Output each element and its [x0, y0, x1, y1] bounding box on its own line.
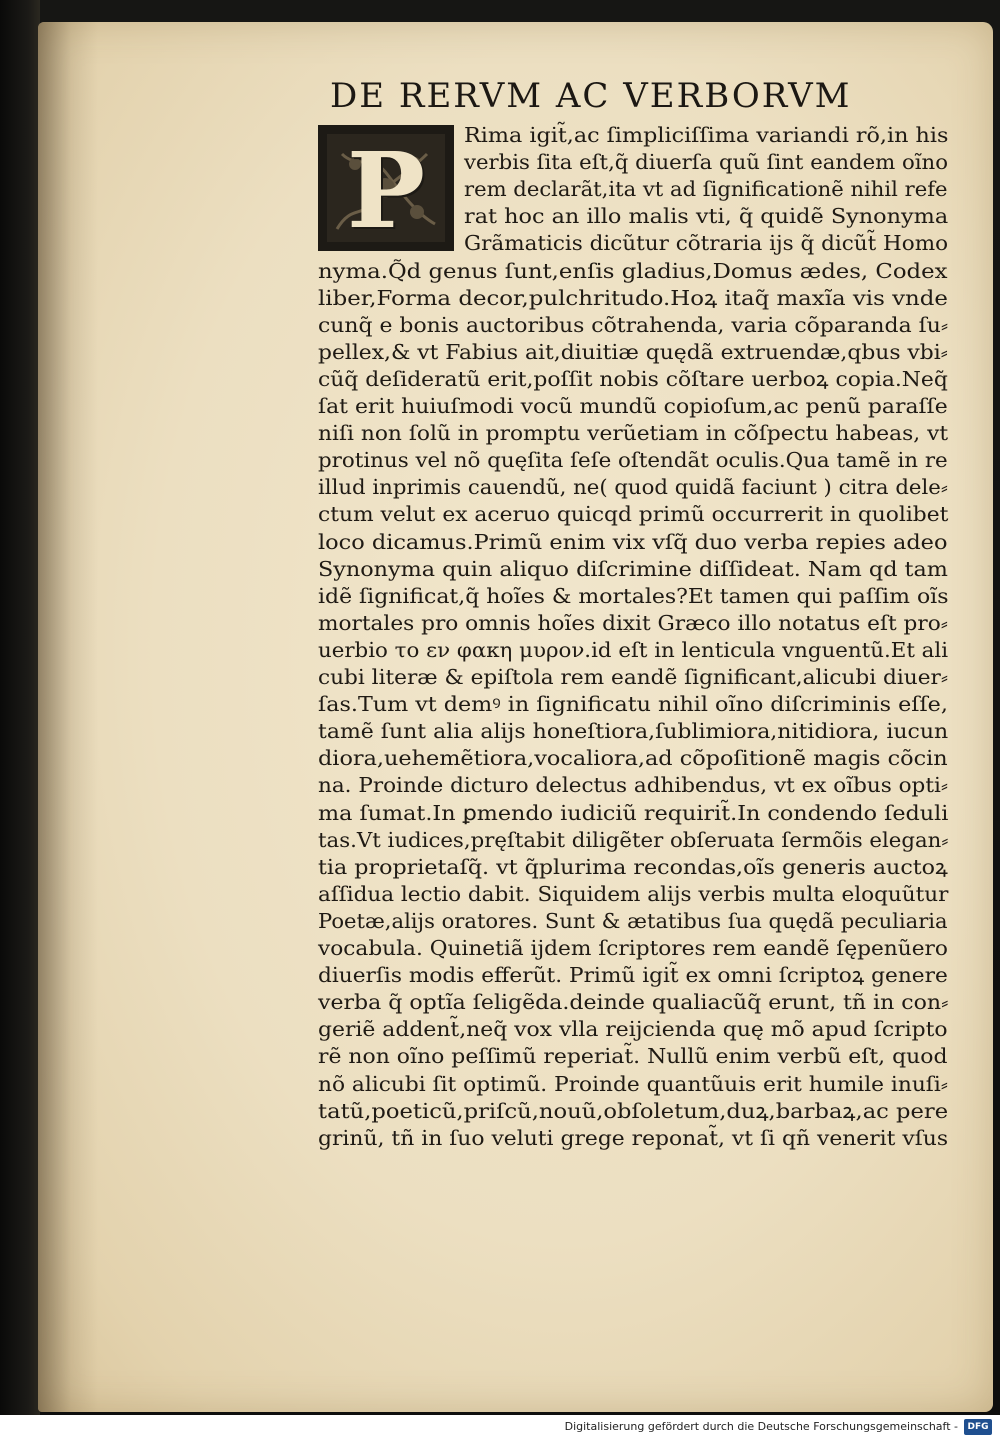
text-line: aſſidua lectio dabit. Siquidem alijs verbis multa eloquũtur: [318, 881, 949, 906]
text-line: ctum velut ex aceruo quicqd primũ occurrerit in quolibet: [318, 502, 949, 527]
text-line: niſi non ſolũ in promptu verũetiam in cõſpectu habeas, vt: [318, 421, 949, 446]
text-line: vocabula. Quinetiã ijdem ſcriptores rem eandẽ ſępenũero: [318, 936, 948, 960]
gutter-shadow: [38, 22, 98, 1412]
dfg-logo: DFG: [964, 1419, 992, 1435]
text-line: tia proprietaſq̃. vt q̃plurima recondas,oĩs generis auctoꝝ: [318, 854, 948, 879]
text-line: Rima igit̃,ac ſimpliciſſima variandi rõ,in his: [464, 123, 949, 147]
text-line: Synonyma quin aliquo diſcrimine diſſideat. Nam qd tam: [318, 556, 948, 581]
text-line: rẽ non oĩno peſſimũ reperiat̃. Nullũ enim verbũ eſt, quod: [318, 1044, 948, 1069]
book-spine-edge: [0, 0, 40, 1415]
text-line: verba q̃ optĩa ſeligẽda.deinde qualiacũq̃ erunt, tñ in con⸗: [318, 990, 949, 1015]
text-line: illud inprimis cauendũ, ne( quod quidã faciunt ) citra dele⸗: [318, 475, 948, 500]
text-line: diora,uehemẽtiora,vocaliora,ad cõpoſitionẽ magis cõcin: [318, 746, 948, 771]
text-line: nõ alicubi ſit optimũ. Proinde quantũuis erit humile inuſi⸗: [318, 1071, 948, 1096]
text-line: uerbio το εν φακη μυρον.id eſt in lenticula vnguentũ.Et ali: [318, 637, 949, 662]
text-line: cũq̃ deſideratũ erit,poſſit nobis cõſtare uerboꝝ copia.Neq̃: [318, 366, 948, 391]
text-line: grinũ, tñ in ſuo veluti grege reponat̃, vt ſi qñ venerit vſus: [318, 1125, 949, 1150]
text-line: ſas.Tum vt demꝰ in ſignificatu nihil oĩno diſcriminis eſſe,: [318, 692, 948, 717]
text-line: nyma.Q̃d genus ſunt,enſis gladius,Domus ædes, Codex: [318, 258, 948, 283]
text-line: verbis ſita eſt,q̃ diuerſa quũ ſint eandem oĩno: [464, 150, 948, 175]
text-line: Grãmaticis dicũtur cõtraria ijs q̃ dicũt̃ Homo: [464, 231, 949, 256]
text-line: cunq̃ e bonis auctoribus cõtrahenda, varia cõparanda ſu⸗: [318, 312, 949, 337]
text-line: geriẽ addent̃,neq̃ vox vlla reijcienda quę mõ apud ſcripto: [318, 1017, 948, 1042]
footer-credit: Digitalisierung gefördert durch die Deutsche Forschungsgemeinschaft -: [564, 1420, 958, 1433]
text-line: liber,Forma decor,pulchritudo.Hoꝝ itaq̃ maxĩa vis vnde: [318, 285, 948, 310]
text-line: ſat erit huiuſmodi vocũ mundũ copioſum,ac penũ paraſſe: [318, 394, 948, 418]
text-line: diuerſis modis efferũt. Primũ igit̃ ex omni ſcriptoꝝ genere: [318, 963, 948, 988]
initial-letter: P: [346, 134, 426, 242]
text-line: protinus vel nõ quęſita ſeſe oſtendãt oculis.Qua tamẽ in re: [318, 448, 948, 473]
text-line: loco dicamus.Primũ enim vix vſq̃ duo verba repies adeo: [318, 529, 948, 554]
text-line: idẽ ſignificat,q̃ hoĩes & mortales?Et tamen qui paſſim oĩs: [318, 583, 949, 608]
decorated-initial: [318, 125, 454, 251]
text-line: Poetæ,alijs oratores. Sunt & ætatibus ſua quędã peculiaria: [318, 908, 948, 933]
initial-ornament: [327, 134, 445, 242]
text-line: mortales pro omnis hoĩes dixit Græco illo notatus eſt pro⸗: [318, 610, 948, 635]
text-line: cubi literæ & epiſtola rem eandẽ ſignificant,alicubi diuer⸗: [318, 665, 949, 689]
running-head: DE RERVM AC VERBORVM: [330, 76, 852, 116]
text-line: tas.Vt iudices,pręſtabit diligẽter obſeruata ſermõis elegan⸗: [318, 827, 949, 852]
text-line: ma ſumat.In ꝑmendo iudiciũ requirit̃.In condendo ſeduli: [318, 800, 949, 825]
text-line: na. Proinde dicturo delectus adhibendus, vt ex oĩbus opti⸗: [318, 773, 949, 798]
text-line: rem declarãt,ita vt ad ſignificationẽ nihil refe: [464, 177, 948, 202]
text-line: rat hoc an illo malis vti, q̃ quidẽ Synonyma: [464, 204, 949, 229]
text-line: pellex,& vt Fabius ait,diuitiæ quędã extruendæ,qbus vbi⸗: [318, 339, 948, 364]
text-line: tamẽ ſunt alia alijs honeſtiora,ſublimiora,nitidiora, iucun: [318, 719, 949, 744]
text-line: tatũ,poeticũ,priſcũ,nouũ,obſoletum,duꝝ,barbaꝝ,ac pere: [318, 1098, 949, 1123]
